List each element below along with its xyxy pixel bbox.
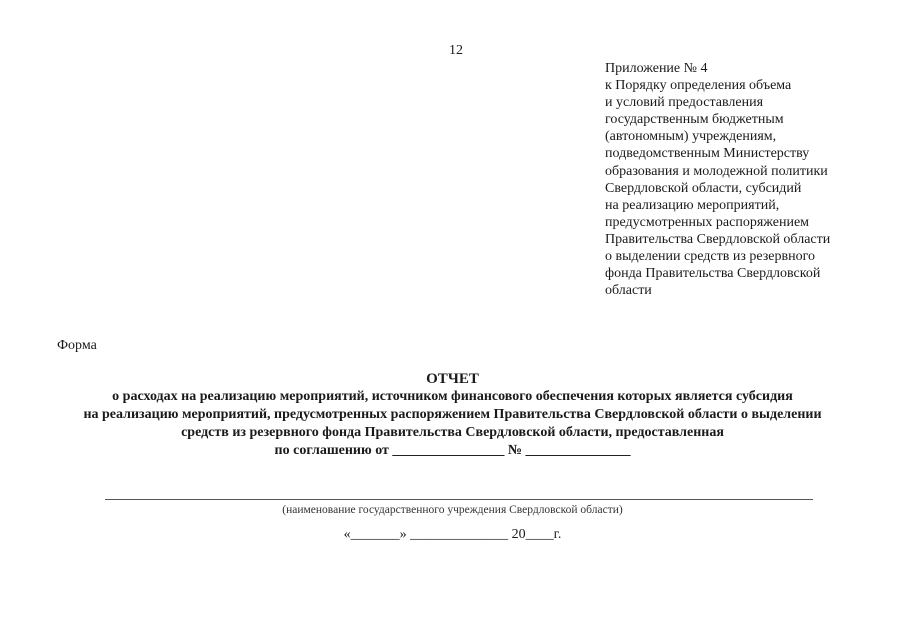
report-subtitle-line: средств из резервного фонда Правительства Свердловской области, предоставленная	[181, 425, 724, 440]
appendix-block	[605, 60, 875, 299]
appendix-line: Приложение № 4	[605, 61, 708, 76]
page-number: 12	[449, 43, 463, 58]
report-title: ОТЧЕТ	[426, 371, 479, 387]
date-line: «_______» ______________ 20____г.	[343, 527, 562, 542]
appendix-line: Свердловской области, субсидий	[605, 180, 802, 196]
report-subtitle-line: на реализацию мероприятий, предусмотренных распоряжением Правительства Свердловской области о выделении	[83, 407, 822, 422]
appendix-line: и условий предоставления	[605, 95, 764, 111]
appendix-line: фонда Правительства Свердловской	[605, 266, 821, 282]
appendix-line: государственным бюджетным	[605, 112, 784, 128]
appendix-line: (автономным) учреждениям,	[605, 129, 777, 145]
form-label: Форма	[57, 338, 97, 353]
appendix-line: Правительства Свердловской области	[605, 231, 831, 247]
appendix-line: о выделении средств из резервного	[605, 249, 815, 265]
appendix-line: области	[605, 283, 652, 299]
organization-caption: (наименование государственного учреждения Свердловской области)	[282, 504, 623, 516]
report-header	[0, 370, 905, 460]
appendix-line: на реализацию мероприятий,	[605, 197, 780, 213]
appendix-line: к Порядку определения объема	[605, 78, 792, 94]
agreement-line: по соглашению от ________________ № _______________	[274, 443, 631, 458]
organization-name-line	[105, 499, 813, 500]
report-subtitle-line: о расходах на реализацию мероприятий, источником финансового обеспечения которых является субсидия	[112, 389, 793, 404]
appendix-line: образования и молодежной политики	[605, 163, 828, 179]
appendix-line: предусмотренных распоряжением	[605, 214, 810, 230]
appendix-line: подведомственным Министерству	[605, 146, 810, 162]
